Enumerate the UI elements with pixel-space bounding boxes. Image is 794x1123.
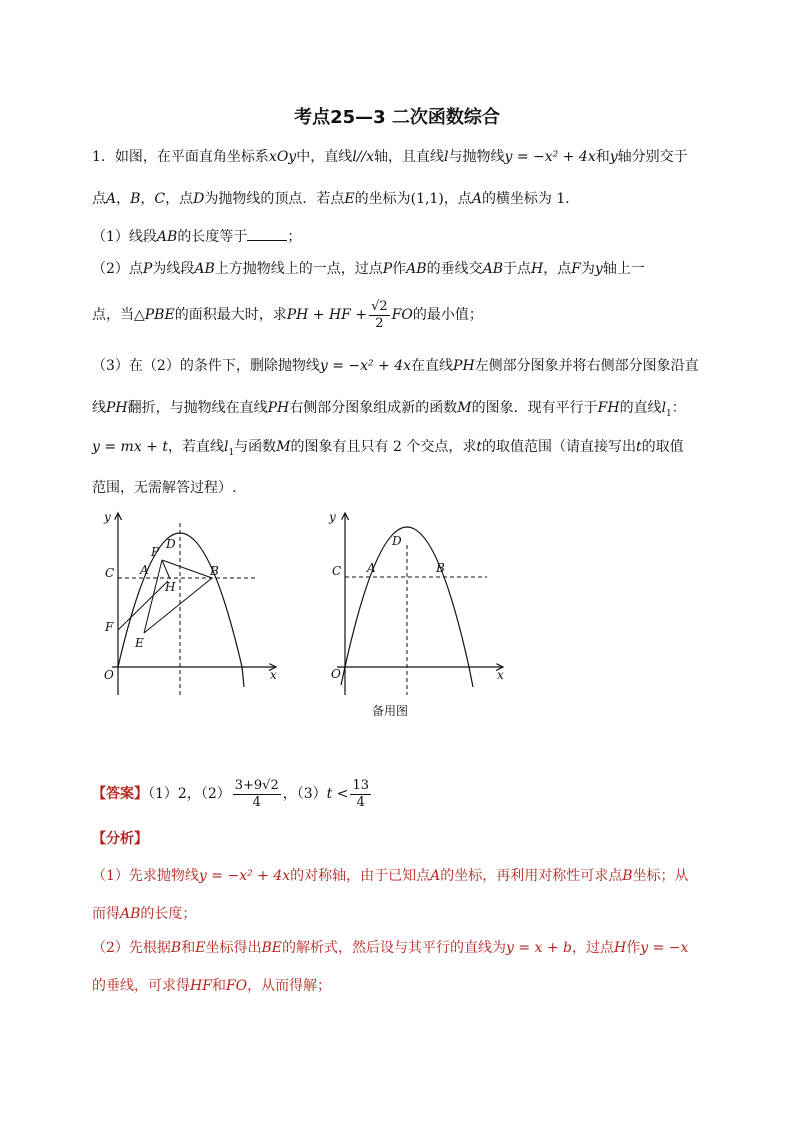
math-E: E: [195, 940, 206, 956]
text: 的图象．现有平行于: [471, 400, 598, 416]
text: （1）线段: [92, 229, 157, 245]
label-B: B: [210, 564, 219, 578]
label-C: C: [332, 564, 342, 578]
q1-part-2-line-1: [92, 259, 712, 279]
math-A: A: [106, 191, 117, 207]
text: 左侧部分图象并将右侧部分图象沿直: [474, 358, 699, 374]
q1-line-1: [92, 147, 712, 167]
text: 的坐标，再利用对称性可求点: [440, 868, 623, 884]
text: ，点: [165, 191, 194, 207]
math-A: A: [430, 868, 441, 884]
math-parabola: y = −x² + 4x: [319, 358, 412, 374]
subscript: 1: [228, 447, 235, 458]
text: ，: [140, 191, 155, 207]
label-x: x: [270, 668, 277, 682]
math-B: B: [622, 868, 633, 884]
segment-FH: [118, 581, 168, 630]
math-F: F: [571, 261, 581, 277]
figure-2-caption: 备用图: [372, 704, 409, 718]
page-title: 考点25—3 二次函数综合: [294, 107, 500, 128]
text: 翻折，与抛物线在直线: [127, 400, 268, 416]
math-AB: AB: [194, 261, 215, 277]
text: 点: [92, 191, 106, 207]
text: 的长度；: [140, 906, 197, 922]
label-P: P: [151, 545, 160, 559]
text: 点，当: [92, 307, 134, 323]
math-P: P: [382, 261, 393, 277]
text: 在直线: [411, 358, 454, 374]
segment-EB: [144, 578, 212, 633]
text: 为线段: [152, 261, 195, 277]
math-C: C: [154, 191, 166, 207]
math-BE: BE: [261, 940, 282, 956]
math-parabola: y = −x² + 4x: [198, 868, 291, 884]
math-AB: AB: [406, 261, 427, 277]
math-y-x-b: y = x + b: [505, 940, 572, 956]
math-B: B: [170, 940, 182, 956]
label-x: x: [497, 668, 504, 682]
label-C: C: [105, 566, 115, 580]
text: 轴，且直线: [374, 149, 445, 165]
math-A: A: [471, 191, 482, 207]
analysis-1-line-2: [92, 904, 712, 924]
label-O: O: [104, 668, 114, 682]
text: ，点: [543, 261, 572, 277]
text: ，点: [443, 191, 472, 207]
label-O: O: [331, 667, 341, 681]
text: 而得: [92, 906, 120, 922]
fraction-sqrt2-over-2: [369, 299, 390, 332]
answer-blank: [247, 226, 287, 241]
text: 的取值范围（请直接写出: [481, 439, 636, 455]
math-M: M: [457, 400, 472, 416]
segment-PB: [162, 560, 212, 578]
fraction-denominator: 4: [252, 794, 261, 810]
label-A: A: [367, 561, 376, 575]
math-FH: FH: [597, 400, 620, 416]
text: 1．如图，在平面直角坐标系: [92, 149, 269, 165]
math-M: M: [276, 439, 291, 455]
text: 中，直线: [296, 149, 353, 165]
text: （1）2，（2）: [148, 786, 231, 802]
math-l: l: [223, 439, 229, 455]
math-B: B: [130, 191, 141, 207]
text: ，（3）: [282, 786, 327, 802]
math-H: H: [530, 261, 544, 277]
fraction-numerator: 3+9√2: [234, 777, 279, 793]
q1-part-3-line-1: [92, 356, 712, 376]
q1-part-1: [92, 226, 712, 247]
text: 线: [92, 400, 106, 416]
label-H: H: [165, 580, 176, 594]
fraction-numerator: √2: [371, 298, 388, 314]
label-E: E: [135, 636, 144, 650]
text: ，: [116, 191, 131, 207]
text: 的垂线交: [426, 261, 483, 277]
math-AB: AB: [156, 229, 178, 245]
text: （2）先根据: [92, 940, 171, 956]
text: 的长度等于: [177, 229, 248, 245]
label-D: D: [392, 534, 402, 548]
fraction-denominator: 4: [356, 794, 365, 810]
label-y: y: [104, 510, 111, 524]
math-expr: PH + HF +: [286, 307, 368, 323]
math-t: t: [635, 439, 642, 455]
math-l: l: [661, 400, 667, 416]
text: 的直线: [619, 400, 662, 416]
analysis-2-line-1: [92, 938, 712, 958]
fraction-answer-3: [350, 778, 371, 811]
text: 轴上一: [602, 261, 645, 277]
answer-tag: 【答案】: [92, 786, 148, 802]
text: 的坐标为: [354, 191, 411, 207]
text: 为抛物线的顶点．若点: [204, 191, 345, 207]
text: 上方抛物线上的一点，过点: [214, 261, 383, 277]
text: ，过点: [572, 940, 614, 956]
math-PH: PH: [267, 400, 290, 416]
label-y: y: [329, 510, 336, 524]
analysis-tag-line: [92, 829, 712, 849]
text: 的面积最大时，求: [174, 307, 287, 323]
q1-part-3-line-3: [92, 437, 712, 463]
fraction-answer-2: [233, 778, 281, 811]
text: 和: [211, 978, 226, 994]
math-FO: FO: [225, 978, 248, 994]
text: 的横坐标为 1．: [481, 191, 580, 207]
figure-1: [92, 505, 292, 705]
math-D: D: [193, 191, 205, 207]
math-FO: FO: [391, 307, 413, 323]
text: 的图象有且只有 2 个交点，求: [290, 439, 477, 455]
math-xoy: xOy: [268, 149, 297, 165]
q1-part-3-line-4: 范围，无需解答过程）.: [92, 480, 237, 496]
math-l-parallel-x: l//x: [352, 149, 375, 165]
math-y: y: [594, 261, 603, 277]
analysis-2-line-2: [92, 976, 712, 996]
figure-2: [317, 505, 517, 705]
text: （1）先求抛物线: [92, 868, 199, 884]
math-HF: HF: [190, 978, 212, 994]
math-H: H: [614, 940, 627, 956]
math-parabola: y = −x² + 4x: [504, 149, 596, 165]
analysis-1-line-1: [92, 866, 712, 886]
text: 的对称轴，由于已知点: [290, 868, 431, 884]
math-PH: PH: [453, 358, 475, 374]
label-A: A: [140, 563, 149, 577]
text: 于点: [502, 261, 531, 277]
math-P: P: [142, 261, 153, 277]
text: 与函数: [234, 439, 277, 455]
analysis-tag: 【分析】: [92, 831, 148, 847]
math-y: y: [609, 149, 618, 165]
q1-part-2-line-2: [92, 297, 712, 333]
text: 轴分别交于: [617, 149, 688, 165]
text: 的取值: [641, 439, 684, 455]
text: 的垂线，可求得: [92, 978, 190, 994]
label-D: D: [166, 537, 176, 551]
text: ，从而得解；: [247, 978, 332, 994]
text: 的解析式，然后设与其平行的直线为: [281, 940, 506, 956]
text: 与抛物线: [448, 149, 505, 165]
fraction-denominator: 2: [375, 315, 384, 331]
text: ，若直线: [167, 439, 224, 455]
text: （3）在（2）的条件下，删除抛物线: [92, 358, 320, 374]
text: ；: [287, 229, 302, 245]
math-t: t: [476, 439, 482, 455]
math-AB: AB: [120, 906, 141, 922]
text: 和: [181, 940, 196, 956]
parabola-curve: [341, 527, 473, 687]
math-PH: PH: [106, 400, 128, 416]
text: 坐标；从: [632, 868, 689, 884]
text: （2）点: [92, 261, 143, 277]
math-t-lt: t <: [326, 786, 349, 802]
text: ：: [671, 400, 686, 416]
label-B: B: [436, 561, 445, 575]
text: 为: [580, 261, 595, 277]
text: 的最小值；: [412, 307, 483, 323]
math-AB: AB: [482, 261, 503, 277]
fraction-numerator: 13: [352, 777, 370, 793]
text: 坐标得出: [205, 940, 262, 956]
math-line-eq: y = mx + t: [92, 439, 168, 455]
label-F: F: [105, 620, 114, 634]
parabola-curve: [118, 533, 244, 687]
text: 和: [595, 149, 610, 165]
math-l: l: [444, 149, 449, 165]
text: 右侧部分图象组成新的函数: [289, 400, 458, 416]
math-triangle-pbe: △PBE: [134, 307, 175, 323]
text: 作: [392, 261, 407, 277]
subscript: 1: [666, 408, 672, 419]
answer-line: [92, 775, 712, 813]
math-E-coord: (1,1): [410, 191, 444, 207]
math-E: E: [344, 191, 355, 207]
q1-line-2: [92, 189, 712, 209]
math-y-neg-x: y = −x: [640, 940, 689, 956]
q1-part-3-line-2: [92, 398, 712, 424]
text: 作: [626, 940, 641, 956]
